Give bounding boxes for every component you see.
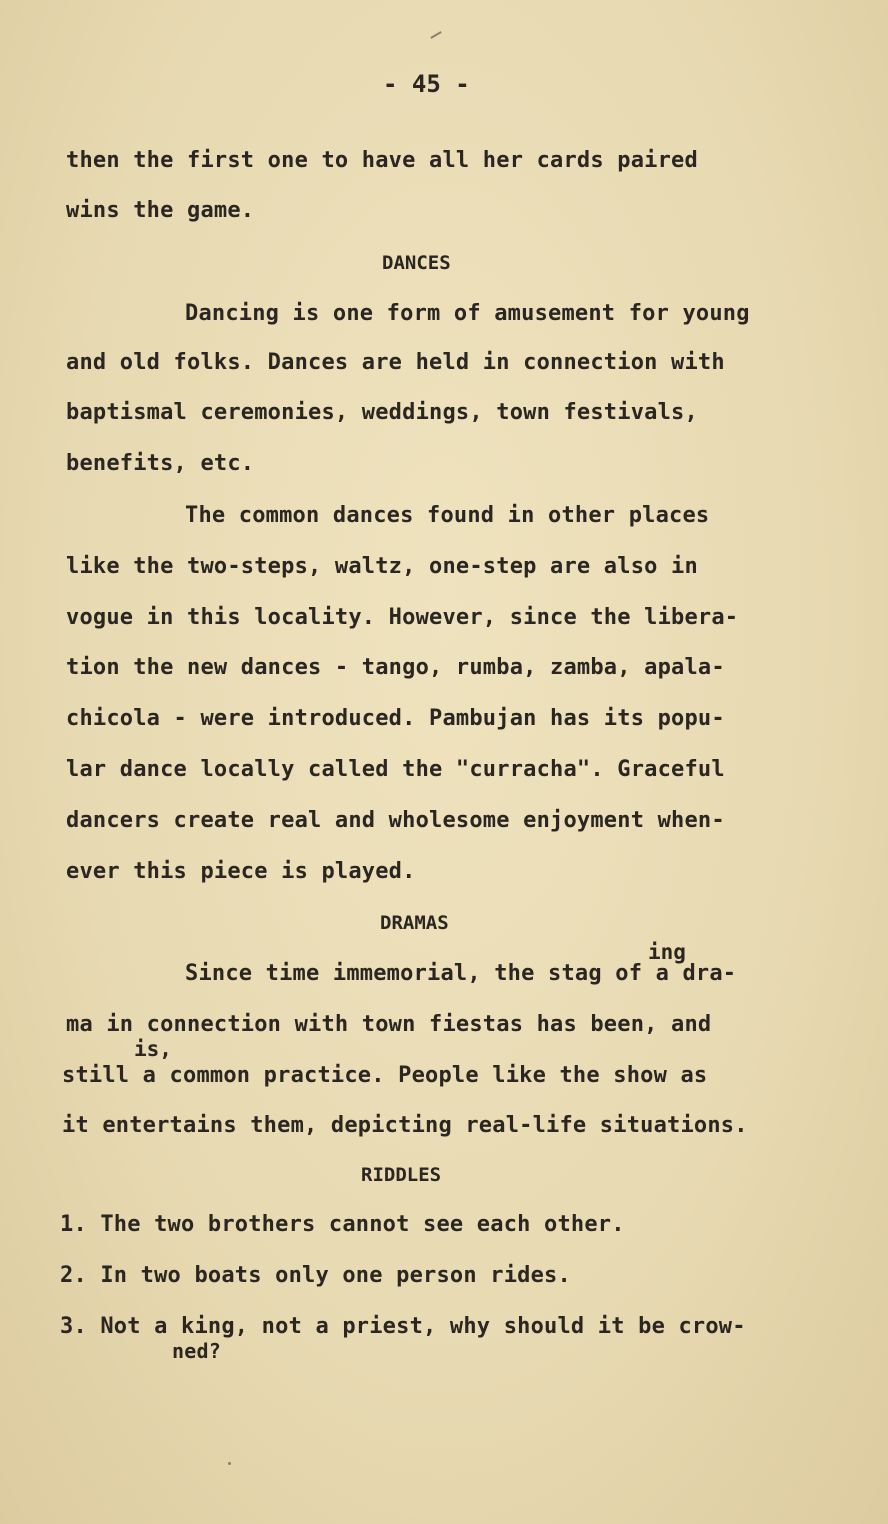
riddle-item-1: 1. The two brothers cannot see each other. — [60, 1212, 625, 1237]
dances-line-9: chicola - were introduced. Pambujan has its popu- — [66, 706, 725, 731]
dramas-line-4: it entertains them, depicting real-life situations. — [62, 1113, 748, 1138]
riddles-heading: RIDDLES — [361, 1164, 442, 1186]
dances-line-1: Dancing is one form of amusement for young — [185, 301, 750, 326]
dances-heading: DANCES — [382, 252, 451, 274]
dances-line-4: benefits, etc. — [66, 451, 255, 476]
dramas-line-1: Since time immemorial, the stag of a dra- — [185, 961, 737, 986]
dramas-line-2: ma in connection with town fiestas has been, and — [66, 1012, 712, 1037]
dances-line-5: The common dances found in other places — [185, 503, 710, 528]
dramas-insert-is: is, — [134, 1037, 172, 1061]
dances-line-10: lar dance locally called the "curracha". Graceful — [66, 757, 725, 782]
riddle-item-3-continuation: ned? — [172, 1339, 221, 1363]
dances-line-6: like the two-steps, waltz, one-step are also in — [66, 554, 698, 579]
dances-line-8: tion the new dances - tango, rumba, zamba, apala- — [66, 655, 725, 680]
dances-line-11: dancers create real and wholesome enjoyment when- — [66, 808, 725, 833]
riddle-item-3: 3. Not a king, not a priest, why should it be crow- — [60, 1314, 746, 1339]
dances-line-2: and old folks. Dances are held in connection with — [66, 350, 725, 375]
intro-line-2: wins the game. — [66, 198, 255, 223]
page-number: - 45 - — [383, 70, 470, 98]
dramas-line-3: still a common practice. People like the show as — [62, 1063, 708, 1088]
dramas-insert-ing: ing — [648, 940, 686, 964]
dramas-heading: DRAMAS — [380, 912, 449, 934]
dances-line-12: ever this piece is played. — [66, 859, 416, 884]
intro-line-1: then the first one to have all her cards paired — [66, 148, 698, 173]
ink-dot — [228, 1462, 231, 1465]
riddle-item-2: 2. In two boats only one person rides. — [60, 1263, 571, 1288]
dances-line-7: vogue in this locality. However, since the libera- — [66, 605, 739, 630]
ink-mark — [430, 31, 441, 39]
dances-line-3: baptismal ceremonies, weddings, town festivals, — [66, 400, 698, 425]
